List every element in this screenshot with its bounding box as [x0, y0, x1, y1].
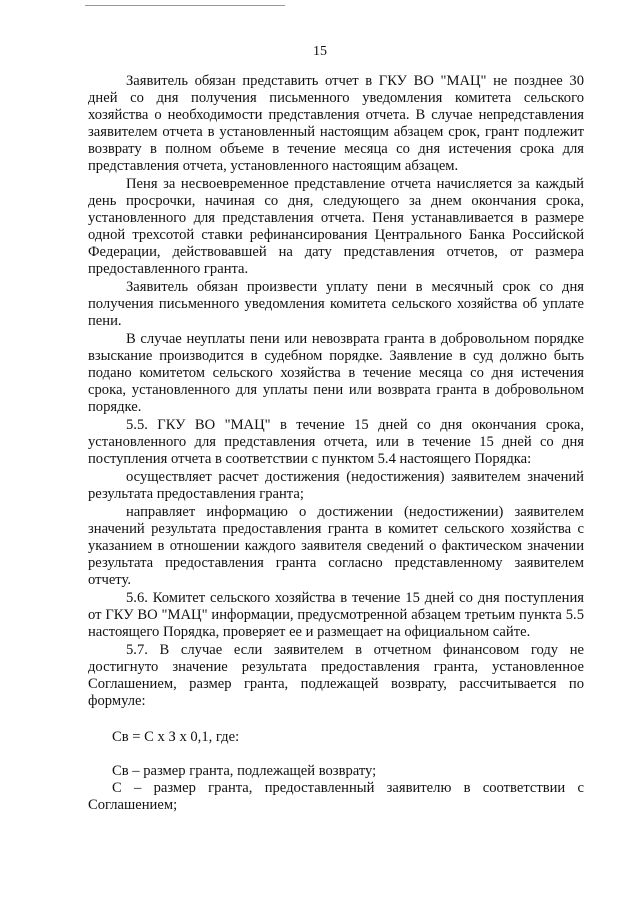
paragraph-penalty-payment: Заявитель обязан произвести уплату пени в месячный срок со дня получения письменного уведомления комитета сельского хозяйства об уплате пени. — [88, 279, 584, 329]
paragraph-report-obligation: Заявитель обязан представить отчет в ГКУ ВО "МАЦ" не позднее 30 дней со дня получения письменного уведомления комитета сельского хозяйства о необходимости представления отчета. В случае непредставления заявителем отчета в установленный настоящим абзацем срок, грант подлежит возврату в полном объеме в течение месяца со дня истечения срока для представления отчета, установленного настоящим абзацем. — [88, 73, 584, 174]
paragraph-5-5-calculation: осуществляет расчет достижения (недостижения) заявителем значений результата предоставления гранта; — [88, 469, 584, 502]
paragraph-penalty-accrual: Пеня за несвоевременное представление отчета начисляется за каждый день просрочки, начиная со дня, следующего за днем окончания срока, установленного для представления отчета. Пеня устанавливается в размере одной трехсотой ставки рефинансирования Центрального Банка Российской Федерации, действовавшей на дату представления отчетов, от размера предоставленного гранта. — [88, 176, 584, 277]
page-number: 15 — [313, 44, 327, 59]
paragraph-5-7: 5.7. В случае если заявителем в отчетном финансовом году не достигнуто значение результата предоставления гранта, установленное Соглашением, размер гранта, подлежащей возврату, рассчитывается по формуле: — [88, 642, 584, 709]
paragraph-5-5-information: направляет информацию о достижении (недостижении) заявителем значений результата предоставления гранта в комитет сельского хозяйства с указанием в отношении каждого заявителя сведений о фактическом значении результата предоставления гранта согласно представленному заявителем отчету. — [88, 504, 584, 588]
top-edge-rule — [85, 5, 285, 6]
paragraph-5-6: 5.6. Комитет сельского хозяйства в течение 15 дней со дня поступления от ГКУ ВО "МАЦ" информации, предусмотренной абзацем третьим пункта 5.5 настоящего Порядка, проверяет ее и размещает на официальном сайте. — [88, 590, 584, 640]
document-body — [88, 73, 584, 814]
paragraph-5-5: 5.5. ГКУ ВО "МАЦ" в течение 15 дней со дня окончания срока, установленного для представления отчета, или в течение 15 дней со дня поступления отчета в соответствии с пунктом 5.4 настоящего Порядка: — [88, 417, 584, 467]
paragraph-court-recovery: В случае неуплаты пени или невозврата гранта в добровольном порядке взыскание производится в судебном порядке. Заявление в суд должно быть подано комитетом сельского хозяйства в течение месяца со дня истечения срока, установленного для уплаты пени или возврата гранта в добровольном порядке. — [88, 331, 584, 415]
definition-sv: Св – размер гранта, подлежащей возврату; — [112, 763, 377, 779]
definition-c: С – размер гранта, предоставленный заявителю в соответствии с Соглашением; — [88, 780, 584, 813]
refund-formula: Св = С х З х 0,1, где: — [112, 729, 240, 745]
